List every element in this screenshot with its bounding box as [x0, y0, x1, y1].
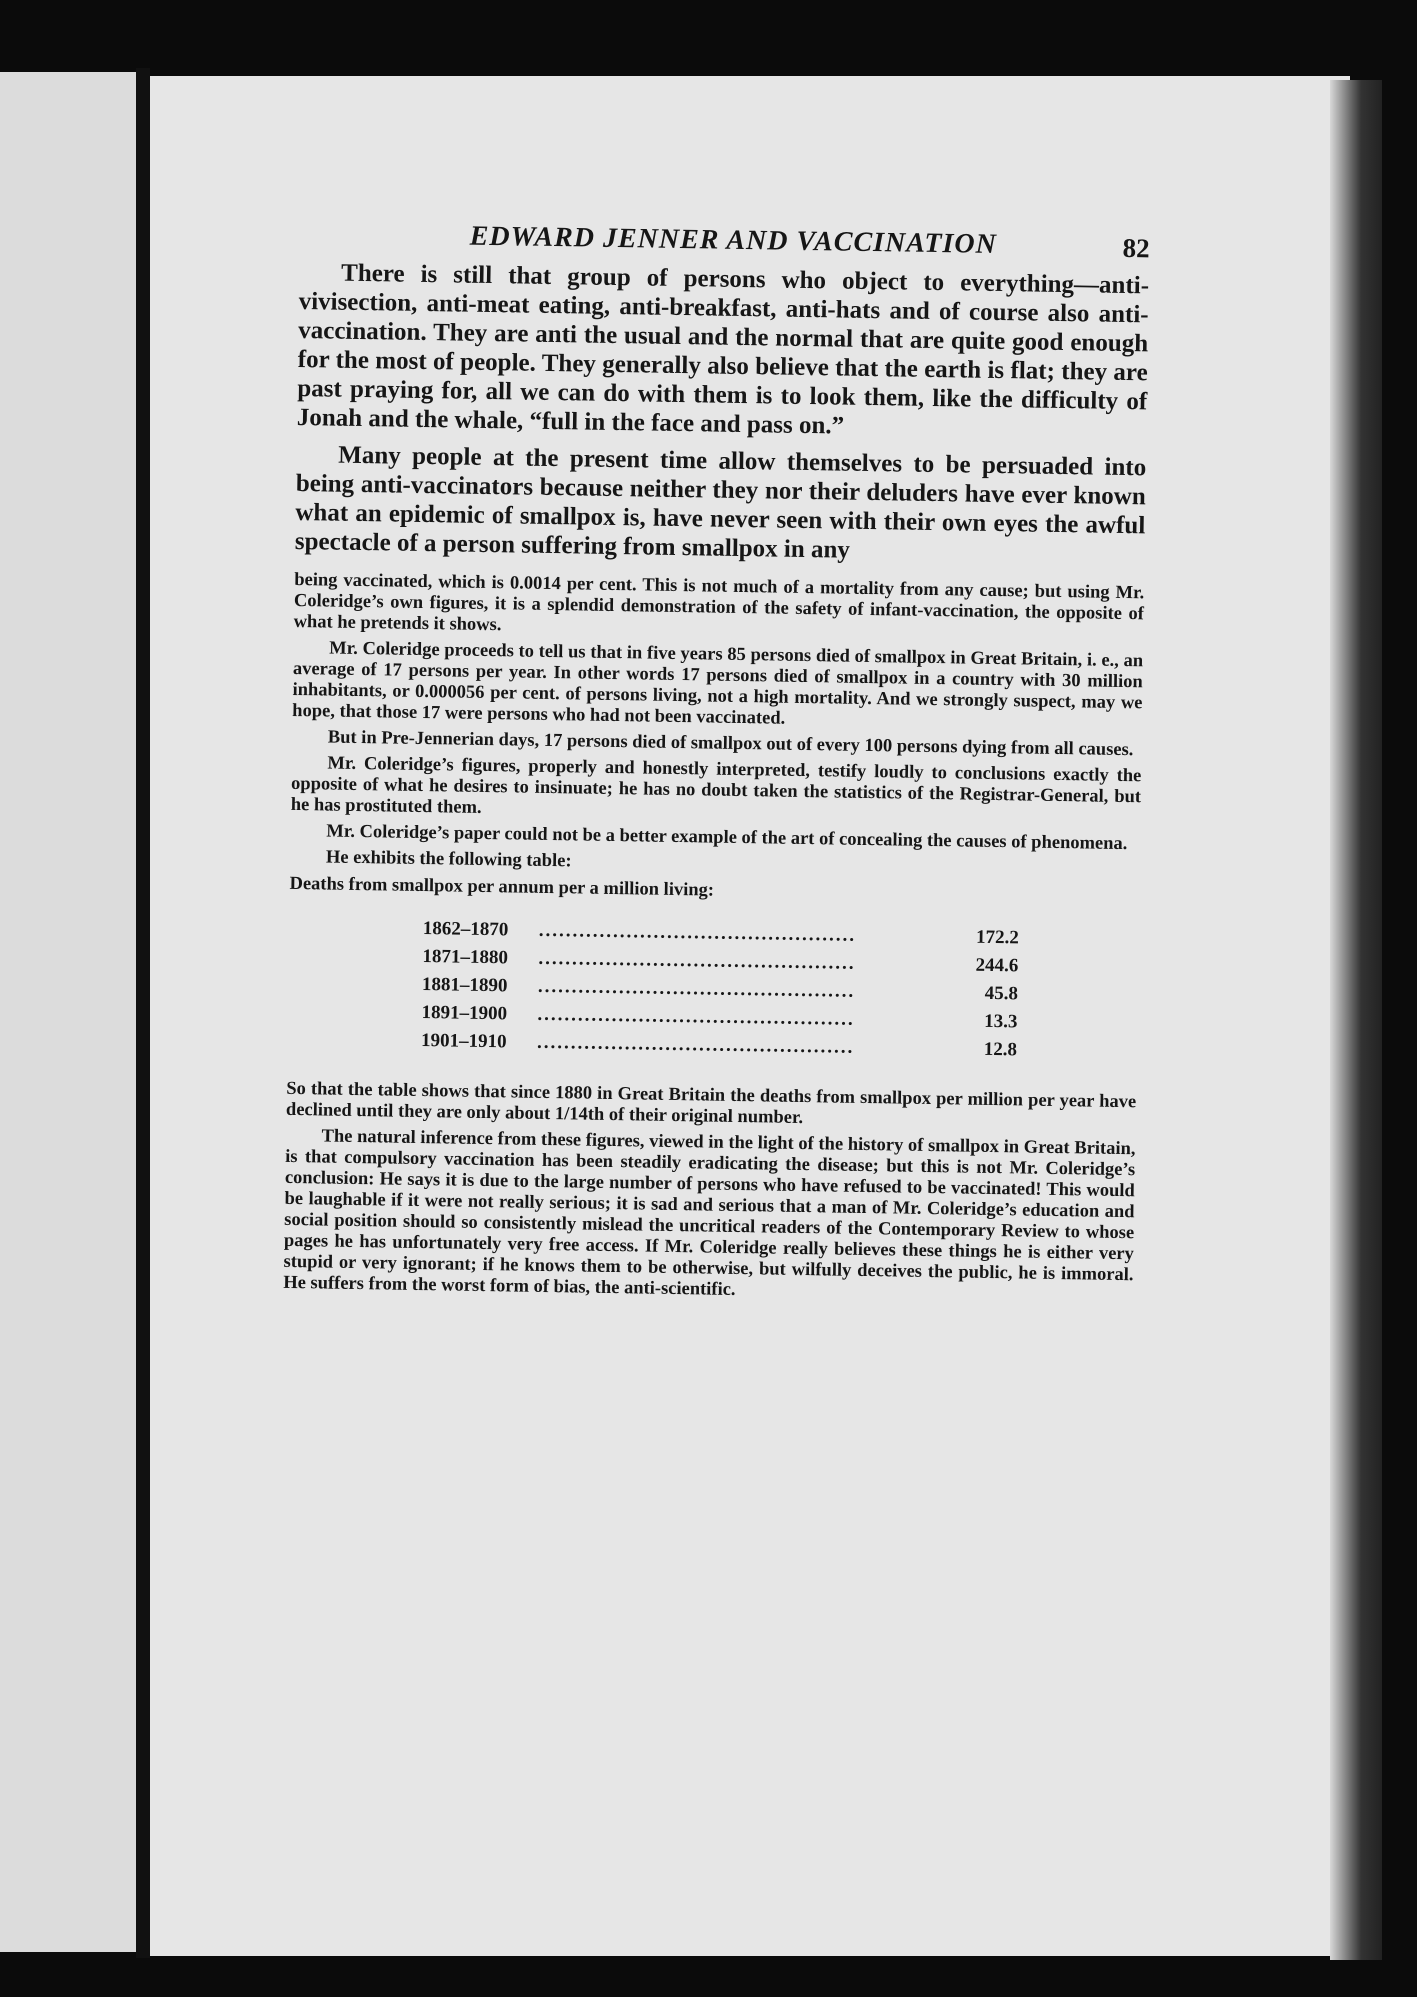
footnote-paragraph: The natural inference from these figures, viewed in the light of the history of smallpox in Great Britain, is that compulsory vaccination has been steadily eradicating the disease; but this is not Mr. Coleridge’s conclusion: He says it is due to the large number of persons who have refused to be vaccinated! This would be laughable if it were not really serious; it is sad and serious that a man of Mr. Coleridge’s education and social position should so consistently mislead the uncritical readers of the Contemporary Review to whose pages he has unfortunately very free access. If Mr. Coleridge really believes these things he is either very stupid or very ignorant; if he knows them to be otherwise, but wilfully deceives the public, he is immoral. He suffers from the worst form of bias, the anti-scientific.: [283, 1126, 1136, 1300]
main-text: [295, 258, 1150, 569]
running-title: EDWARD JENNER AND VACCINATION: [469, 220, 998, 260]
page-edge: [1330, 80, 1382, 1960]
table-period: 1871–1880: [422, 946, 509, 969]
table-period: 1891–1900: [421, 1002, 508, 1025]
footnote-paragraph: He exhibits the following table:: [325, 847, 572, 872]
table-rate: 244.6: [975, 954, 1019, 977]
dot-leader: ...............................................: [536, 1031, 855, 1058]
body-paragraph: There is still that group of persons who object to everything—anti-vivisection, anti-meat eating, anti-breakfast, anti-hats and of course also anti-vaccination. They are anti the usual and the normal that are quite good enough for the most of people. They generally also believe that the earth is flat; they are past praying for, all we can do with them is to look them, like the difficulty of Jonah and the whale, “full in the face and pass on.”: [296, 259, 1150, 440]
table-rate: 13.3: [984, 1010, 1018, 1033]
footnote-paragraph: So that the table shows that since 1880 in Great Britain the deaths from smallpox per million per year have declined until they are only about 1/14th of their original number.: [285, 1078, 1137, 1129]
footnote-paragraph: Mr. Coleridge’s paper could not be a better example of the art of concealing the causes of phenomena.: [326, 821, 1128, 855]
table-period: 1881–1890: [421, 974, 508, 997]
book-gutter: [136, 68, 150, 1958]
table-caption: Deaths from smallpox per annum per a million living:: [289, 873, 715, 901]
table-period: 1901–1910: [420, 1030, 507, 1053]
footnote-text: [283, 570, 1144, 1307]
footnote-paragraph: Mr. Coleridge proceeds to tell us that in five years 85 persons died of smallpox in Great Britain, i. e., an average of 17 persons per year. In other words 17 persons died of smallpox in a country with 30 million inhabitants, or 0.000056 per cent. of persons living, not a high mortality. And we strongly suspect, may we hope, that those 17 were persons who had not been vaccinated.: [292, 638, 1144, 729]
table-rate: 45.8: [984, 982, 1019, 1005]
footnote-paragraph: But in Pre-Jennerian days, 17 persons died of smallpox out of every 100 persons dying from all causes.: [327, 727, 1134, 761]
footnote-paragraph: Mr. Coleridge’s figures, properly and honestly interpreted, testify loudly to conclusions exactly the opposite of what he desires to insinuate; he has no doubt taken the statistics of the Registrar-General, but he has prostituted them.: [290, 753, 1142, 818]
footnote-paragraph: being vaccinated, which is 0.0014 per cent. This is not much of a mortality from any cause; but using Mr. Coleridge’s own figures, it is a splendid demonstration of the safety of infant-vaccination, the opposite of what he pretends it shows.: [293, 569, 1145, 636]
dot-leader: ...............................................: [537, 975, 856, 1002]
table-rate: 12.8: [983, 1038, 1018, 1061]
dot-leader: ...............................................: [538, 919, 857, 946]
dot-leader: ...............................................: [537, 1003, 855, 1030]
dot-leader: ...............................................: [538, 947, 856, 974]
table-period: 1862–1870: [422, 918, 509, 941]
body-paragraph: Many people at the present time allow themselves to be persuaded into being anti-vaccinators because neither they nor their deluders have ever known what an epidemic of smallpox is, have never seen with their own eyes the awful spectacle of a person suffering from smallpox in any: [294, 441, 1147, 564]
page-number: 82: [1122, 232, 1150, 264]
table-rate: 172.2: [975, 926, 1019, 949]
facing-page: [0, 72, 142, 1952]
page-content: [283, 218, 1150, 1312]
smallpox-table: [421, 915, 1019, 1064]
